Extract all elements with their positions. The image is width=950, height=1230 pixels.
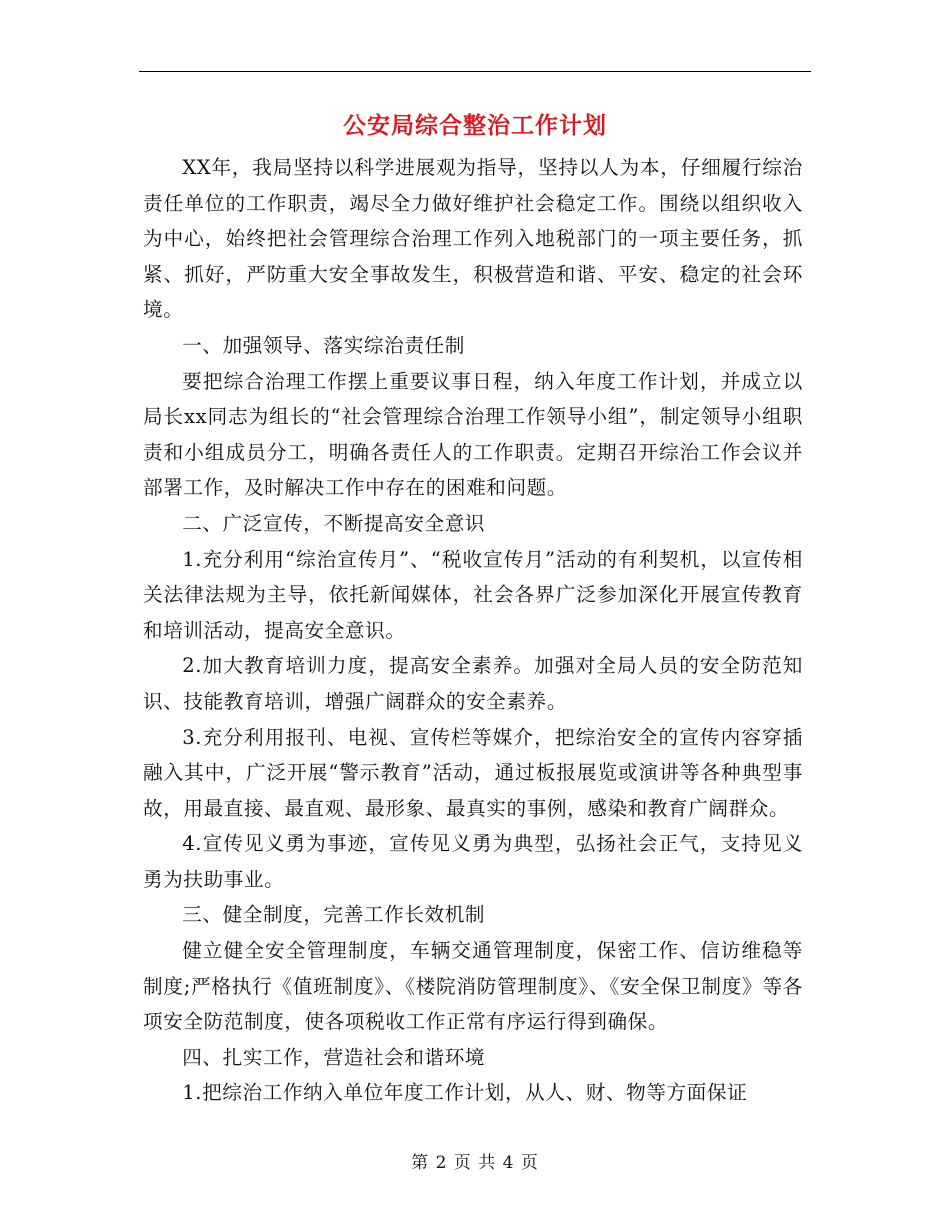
list-item: 2.加大教育培训力度，提高安全素养。加强对全局人员的安全防范知识、技能教育培训，增强广阔群众的安全素养。 <box>143 654 803 713</box>
list-item: 1.把综治工作纳入单位年度工作计划，从人、财、物等方面保证 <box>182 1081 748 1105</box>
paragraph: 要把综合治理工作摆上重要议事日程，纳入年度工作计划，并成立以局长xx同志为组长的“社会管理综合治理工作领导小组”，制定领导小组职责和小组成员分工，明确各责任人的工作职责。定期召开综治工作会议并部署工作，及时解决工作中存在的困难和问题。 <box>143 369 803 500</box>
section-heading-4: 四、扎实工作，营造社会和谐环境 <box>182 1045 486 1069</box>
paragraph-intro: XX年，我局坚持以科学进展观为指导，坚持以人为本，仔细履行综治责任单位的工作职责，竭尽全力做好维护社会稳定工作。围绕以组织收入为中心，始终把社会管理综合治理工作列入地税部门的一项主要任务，抓紧、抓好，严防重大安全事故发生，积极营造和谐、平安、稳定的社会环境。 <box>143 156 803 322</box>
list-item: 1.充分利用“综治宣传月”、“税收宣传月”活动的有利契机，以宣传相关法律法规为主导，依托新闻媒体，社会各界广泛参加深化开展宣传教育和培训活动，提高安全意识。 <box>143 547 803 642</box>
section-heading-3: 三、健全制度，完善工作长效机制 <box>182 903 486 927</box>
document-title: 公安局综合整治工作计划 <box>343 112 607 139</box>
page-number: 第 2 页 共 4 页 <box>411 1153 539 1173</box>
section-heading-1: 一、加强领导、落实综治责任制 <box>182 333 465 357</box>
section-heading-2: 二、广泛宣传，不断提高安全意识 <box>182 511 486 535</box>
list-item: 4.宣传见义勇为事迹，宣传见义勇为典型，弘扬社会正气，支持见义勇为扶助事业。 <box>143 832 803 891</box>
header-rule <box>139 71 811 72</box>
list-item: 3.充分利用报刊、电视、宣传栏等媒介，把综治安全的宣传内容穿插融入其中，广泛开展“警示教育”活动，通过板报展览或演讲等各种典型事故，用最直接、最直观、最形象、最真实的事例，感染和教育广阔群众。 <box>143 725 803 820</box>
document-body <box>143 150 803 1111</box>
paragraph: 健立健全安全管理制度，车辆交通管理制度，保密工作、信访维稳等制度;严格执行《值班制度》、《楼院消防管理制度》、《安全保卫制度》等各项安全防范制度，使各项税收工作正常有序运行得到确保。 <box>143 939 803 1034</box>
